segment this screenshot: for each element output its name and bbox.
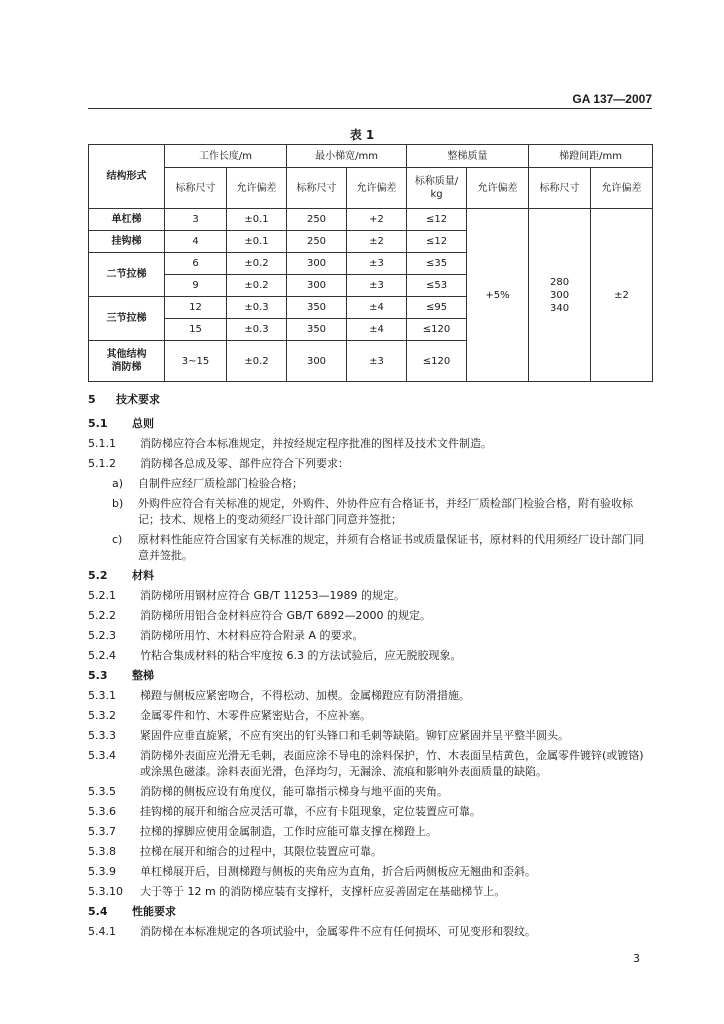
table-header-row	[89, 145, 653, 168]
clause-text: 消防梯外表面应光滑无毛刺，表面应涂不导电的涂料保护，竹、木表面呈桔黄色，金属零件镀锌(或镀铬)或涂黑色磁漆。涂料表面光滑，色泽均匀，无漏涂、流痕和影响外表面质量的缺陷。	[140, 749, 644, 778]
table-subheader-row	[89, 168, 653, 209]
table-title: 表 1	[349, 128, 375, 142]
cell-length: 6	[165, 253, 227, 275]
clause-number: 5.3.3	[88, 729, 116, 742]
clause-text: 梯蹬与侧板应紧密吻合，不得松动、加楔。金属梯蹬应有防滑措施。	[140, 689, 470, 702]
clause	[88, 588, 654, 604]
clause-text: 消防梯的侧板应设有角度仪，能可靠指示梯身与地平面的夹角。	[140, 785, 448, 798]
cell-width-tol: ±3	[347, 341, 407, 382]
cell-width: 300	[287, 275, 347, 297]
list-text: 自制件应经厂质检部门检验合格；	[138, 477, 303, 490]
cell-width-tol: ±3	[347, 275, 407, 297]
cell-mass: ≤120	[407, 319, 467, 341]
clause-number: 5.3.4	[88, 749, 116, 762]
cell-spacing	[529, 209, 591, 382]
col-group-width: 最小梯宽/mm	[287, 145, 407, 168]
section-title: 性能要求	[132, 905, 176, 918]
row-type: 单杠梯	[89, 209, 165, 231]
cell-width: 300	[287, 253, 347, 275]
cell-mass: ≤120	[407, 341, 467, 382]
section-number: 5.1	[88, 417, 108, 430]
cell-mass: ≤12	[407, 231, 467, 253]
section-heading	[88, 416, 654, 432]
clause	[88, 728, 654, 744]
section-title: 材料	[132, 569, 154, 582]
clause-number: 5.3.8	[88, 845, 116, 858]
clause-number: 5.1.2	[88, 457, 116, 470]
clause	[88, 688, 654, 704]
spacing-value: 340	[549, 302, 570, 314]
clause-text: 挂钩梯的展开和缩合应灵活可靠，不应有卡阻现象，定位装置应可靠。	[140, 805, 481, 818]
clause-text: 紧固件应垂直旋紧，不应有突出的钉头锋口和毛刺等缺陷。铆钉应紧固并呈平整半圆头。	[140, 729, 569, 742]
spacing-value: 300	[549, 289, 570, 301]
page-number: 3	[633, 952, 640, 965]
cell-spacing-tol: ±2	[591, 209, 653, 382]
mass-label-line1: 标称质量/	[414, 176, 459, 187]
clause-text: 消防梯所用钢材应符合 GB/T 11253—1989 的规定。	[140, 589, 405, 602]
section-number: 5.4	[88, 905, 108, 918]
clause-text: 竹粘合集成材料的粘合牢度按 6.3 的方法试验后，应无脱胶现象。	[140, 649, 462, 662]
list-marker: a)	[112, 477, 124, 490]
row-type-line1: 其他结构	[106, 349, 147, 360]
subheader-cell: 标称尺寸	[165, 168, 227, 209]
cell-length-tol: ±0.2	[227, 341, 287, 382]
clause-text: 消防梯在本标准规定的各项试验中，金属零件不应有任何损坏、可见变形和裂纹。	[140, 925, 536, 938]
clause-text: 消防梯各总成及零、部件应符合下列要求：	[140, 457, 349, 470]
section-number: 5	[88, 393, 96, 406]
clause-number: 5.3.5	[88, 785, 116, 798]
subheader-cell: 标称尺寸	[287, 168, 347, 209]
body-text	[88, 390, 654, 940]
clause-number: 5.1.1	[88, 437, 116, 450]
clause-text: 消防梯应符合本标准规定，并按经规定程序批准的图样及技术文件制造。	[140, 437, 492, 450]
clause-text: 金属零件和竹、木零件应紧密贴合，不应补塞。	[140, 709, 371, 722]
clause	[88, 844, 654, 860]
list-item	[88, 532, 654, 564]
cell-length-tol: ±0.3	[227, 297, 287, 319]
clause-text: 拉梯在展开和缩合的过程中，其限位装置应可靠。	[140, 845, 382, 858]
clause	[88, 804, 654, 820]
clause	[88, 864, 654, 880]
clause-text: 拉梯的撑脚应使用金属制造，工作时应能可靠支撑在梯蹬上。	[140, 825, 437, 838]
clause-number: 5.3.7	[88, 825, 116, 838]
row-type	[89, 341, 165, 382]
clause-text: 消防梯所用竹、木材料应符合附录 A 的要求。	[140, 629, 364, 642]
clause	[88, 924, 654, 940]
col-structure-header: 结构形式	[89, 145, 165, 209]
cell-width: 350	[287, 297, 347, 319]
clause-number: 5.2.1	[88, 589, 116, 602]
section-heading	[88, 568, 654, 584]
header-rule	[88, 108, 652, 109]
cell-mass: ≤53	[407, 275, 467, 297]
list-item	[88, 476, 654, 492]
clause-number: 5.2.3	[88, 629, 116, 642]
row-type: 二节拉梯	[89, 253, 165, 297]
subheader-cell: 允许偏差	[467, 168, 529, 209]
clause-number: 5.2.2	[88, 609, 116, 622]
section-title: 总则	[132, 417, 154, 430]
cell-length: 12	[165, 297, 227, 319]
row-type: 三节拉梯	[89, 297, 165, 341]
cell-length-tol: ±0.1	[227, 209, 287, 231]
list-text: 外购件应符合有关标准的规定，外购件、外协件应有合格证书，并经厂质检部门检验合格，附有验收标记；技术、规格上的变动须经厂设计部门同意并签批；	[138, 497, 633, 526]
section-number: 5.3	[88, 669, 108, 682]
subheader-cell: 允许偏差	[591, 168, 653, 209]
mass-label-line2: kg	[430, 189, 443, 200]
subheader-cell	[407, 168, 467, 209]
cell-length-tol: ±0.1	[227, 231, 287, 253]
cell-width-tol: ±2	[347, 231, 407, 253]
clause	[88, 608, 654, 624]
clause-number: 5.3.1	[88, 689, 116, 702]
cell-width: 250	[287, 231, 347, 253]
clause	[88, 884, 654, 900]
cell-length-tol: ±0.2	[227, 253, 287, 275]
cell-length-tol: ±0.3	[227, 319, 287, 341]
cell-width: 250	[287, 209, 347, 231]
subheader-cell: 允许偏差	[347, 168, 407, 209]
spec-table	[88, 144, 653, 382]
col-group-spacing: 梯蹬间距/mm	[529, 145, 653, 168]
subheader-cell: 允许偏差	[227, 168, 287, 209]
list-marker: c)	[112, 533, 123, 546]
cell-length: 3~15	[165, 341, 227, 382]
cell-mass: ≤35	[407, 253, 467, 275]
clause	[88, 784, 654, 800]
section-title: 技术要求	[116, 393, 160, 406]
clause	[88, 748, 654, 780]
col-group-mass: 整梯质量	[407, 145, 529, 168]
table-row	[89, 209, 653, 231]
row-type-line2: 消防梯	[111, 362, 142, 373]
section-title: 整梯	[132, 669, 154, 682]
clause-number: 5.3.9	[88, 865, 116, 878]
clause	[88, 456, 654, 472]
subheader-cell: 标称尺寸	[529, 168, 591, 209]
clause-text: 单杠梯展开后，目测梯蹬与侧板的夹角应为直角，折合后两侧板应无翘曲和歪斜。	[140, 865, 536, 878]
section-heading	[88, 904, 654, 920]
cell-length: 15	[165, 319, 227, 341]
clause-number: 5.2.4	[88, 649, 116, 662]
clause-text: 大于等于 12 m 的消防梯应装有支撑杆，支撑杆应妥善固定在基础梯节上。	[140, 885, 506, 898]
cell-length: 9	[165, 275, 227, 297]
standard-code: GA 137—2007	[572, 92, 652, 106]
list-item	[88, 496, 654, 528]
cell-width-tol: ±3	[347, 253, 407, 275]
clause-number: 5.3.10	[88, 885, 123, 898]
cell-width-tol: +2	[347, 209, 407, 231]
cell-length: 3	[165, 209, 227, 231]
clause	[88, 648, 654, 664]
cell-width: 350	[287, 319, 347, 341]
cell-width-tol: ±4	[347, 297, 407, 319]
cell-mass: ≤95	[407, 297, 467, 319]
spacing-value: 280	[549, 276, 570, 288]
clause	[88, 708, 654, 724]
clause-text: 消防梯所用铝合金材料应符合 GB/T 6892—2000 的规定。	[140, 609, 431, 622]
cell-width-tol: ±4	[347, 319, 407, 341]
section-heading	[88, 392, 654, 408]
cell-length-tol: ±0.2	[227, 275, 287, 297]
clause	[88, 824, 654, 840]
col-group-length: 工作长度/m	[165, 145, 287, 168]
cell-mass-tol: +5%	[467, 209, 529, 382]
section-heading	[88, 668, 654, 684]
row-type: 挂钩梯	[89, 231, 165, 253]
clause-number: 5.4.1	[88, 925, 116, 938]
cell-mass: ≤12	[407, 209, 467, 231]
section-number: 5.2	[88, 569, 108, 582]
cell-width: 300	[287, 341, 347, 382]
cell-length: 4	[165, 231, 227, 253]
clause	[88, 436, 654, 452]
clause-number: 5.3.2	[88, 709, 116, 722]
list-marker: b)	[112, 497, 124, 510]
clause-number: 5.3.6	[88, 805, 116, 818]
list-text: 原材料性能应符合国家有关标准的规定，并须有合格证书或质量保证书，原材料的代用须经厂设计部门同意并签批。	[138, 533, 644, 562]
clause	[88, 628, 654, 644]
